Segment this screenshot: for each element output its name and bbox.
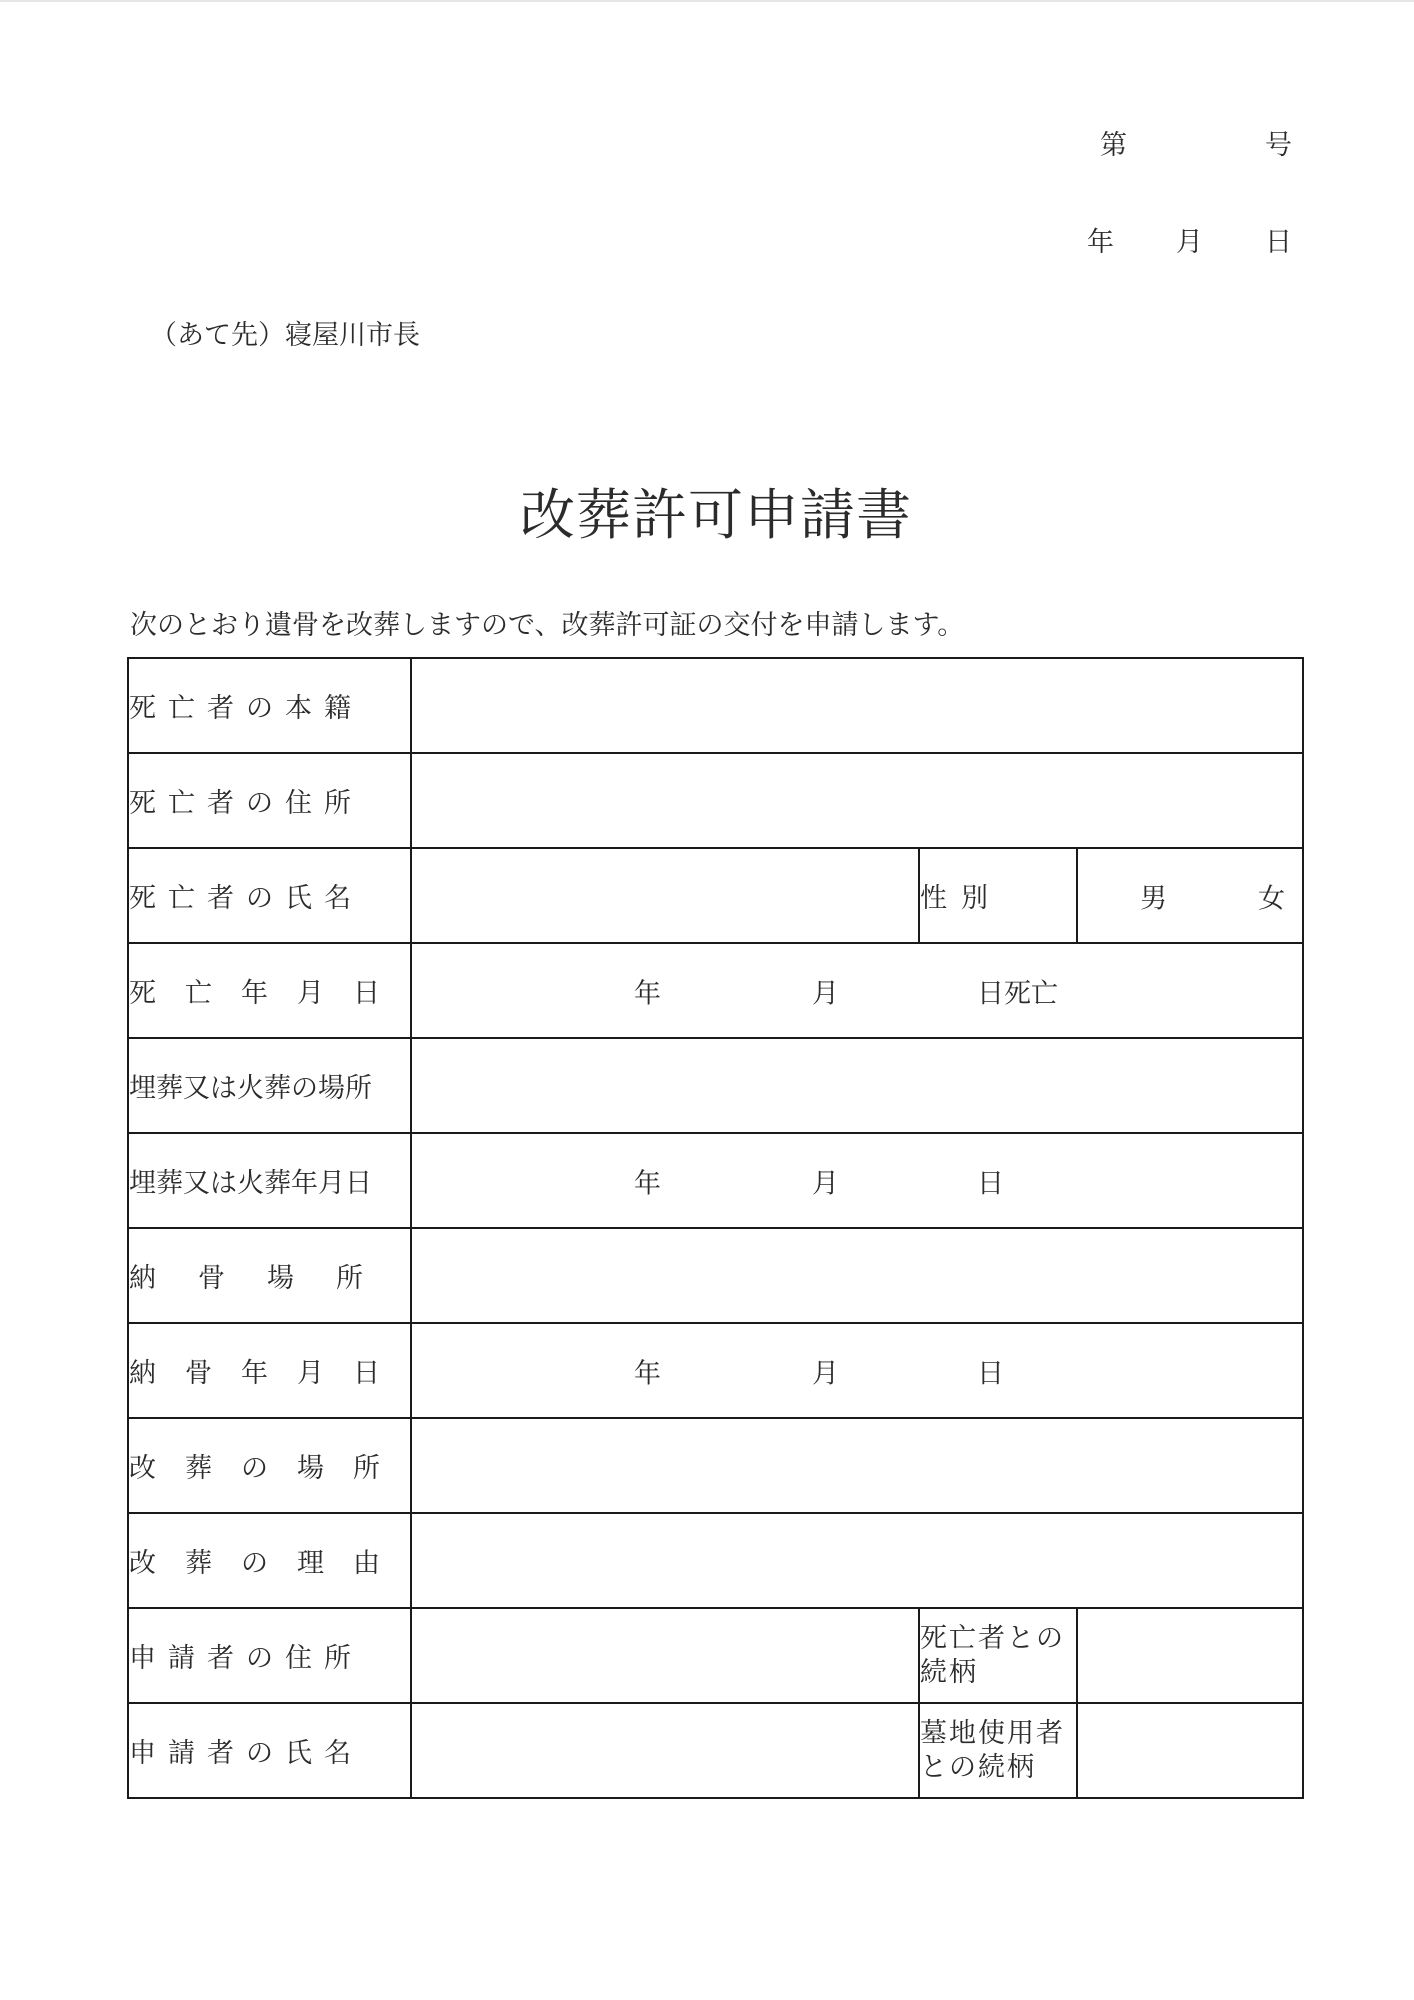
- field-nokotsu-date[interactable]: [411, 1323, 1303, 1418]
- header-day: 日: [1265, 227, 1292, 258]
- label-applicant-name: 申請者の氏名: [128, 1703, 411, 1798]
- number-suffix: 号: [1265, 130, 1292, 161]
- row-nokotsu-date: [128, 1323, 1303, 1418]
- shibou-day-unit: 日死亡: [977, 978, 1058, 1009]
- label-jusho: 死亡者の住所: [128, 753, 411, 848]
- label-nokotsu-date: 納骨年月日: [128, 1323, 411, 1418]
- row-applicant-name: [128, 1703, 1303, 1798]
- maiso-year-unit: 年: [634, 1168, 661, 1199]
- option-male[interactable]: 男: [1140, 883, 1167, 914]
- nokotsu-month-unit: 月: [812, 1358, 839, 1389]
- label-applicant-address: 申請者の住所: [128, 1608, 411, 1703]
- nokotsu-day-unit: 日: [977, 1358, 1004, 1389]
- row-maiso-date: [128, 1133, 1303, 1228]
- row-nokotsu-place: [128, 1228, 1303, 1323]
- label-relation-grave-owner: 墓地使用者との続柄: [919, 1703, 1077, 1798]
- page-title: 改葬許可申請書: [520, 483, 913, 547]
- header-year: 年: [1087, 227, 1114, 258]
- row-maiso-place: [128, 1038, 1303, 1133]
- label-kaiso-reason: 改葬の理由: [128, 1513, 411, 1608]
- field-seibetsu[interactable]: [1077, 848, 1303, 943]
- header-month: 月: [1176, 227, 1203, 258]
- maiso-month-unit: 月: [812, 1168, 839, 1199]
- label-honseki: 死亡者の本籍: [128, 658, 411, 753]
- field-maiso-place[interactable]: [411, 1038, 1303, 1133]
- field-honseki[interactable]: [411, 658, 1303, 753]
- addressee: （あて先）寝屋川市長: [150, 320, 420, 351]
- row-kaiso-reason: [128, 1513, 1303, 1608]
- page-top-edge: [0, 0, 1414, 2]
- label-nokotsu-place: 納骨場所: [128, 1228, 411, 1323]
- nokotsu-year-unit: 年: [634, 1358, 661, 1389]
- field-kaiso-place[interactable]: [411, 1418, 1303, 1513]
- shibou-year-unit: 年: [634, 978, 661, 1009]
- field-maiso-date[interactable]: [411, 1133, 1303, 1228]
- label-shimei: 死亡者の氏名: [128, 848, 411, 943]
- field-applicant-name[interactable]: [411, 1703, 919, 1798]
- row-honseki: [128, 658, 1303, 753]
- field-applicant-address[interactable]: [411, 1608, 919, 1703]
- row-shibou-date: [128, 943, 1303, 1038]
- maiso-day-unit: 日: [977, 1168, 1004, 1199]
- label-maiso-date: 埋葬又は火葬年月日: [128, 1133, 411, 1228]
- label-maiso-place: 埋葬又は火葬の場所: [128, 1038, 411, 1133]
- label-relation-deceased: 死亡者との続柄: [919, 1608, 1077, 1703]
- row-applicant-address: [128, 1608, 1303, 1703]
- row-shimei: [128, 848, 1303, 943]
- application-form-table: [127, 657, 1304, 1799]
- option-female[interactable]: 女: [1258, 883, 1285, 914]
- row-kaiso-place: [128, 1418, 1303, 1513]
- intro-text: 次のとおり遺骨を改葬しますので、改葬許可証の交付を申請します。: [130, 610, 965, 641]
- field-shibou-date[interactable]: [411, 943, 1303, 1038]
- field-jusho[interactable]: [411, 753, 1303, 848]
- shibou-month-unit: 月: [812, 978, 839, 1009]
- row-jusho: [128, 753, 1303, 848]
- label-seibetsu: 性別: [919, 848, 1077, 943]
- field-nokotsu-place[interactable]: [411, 1228, 1303, 1323]
- label-kaiso-place: 改葬の場所: [128, 1418, 411, 1513]
- field-relation-deceased[interactable]: [1077, 1608, 1303, 1703]
- number-prefix: 第: [1100, 130, 1127, 161]
- field-relation-grave-owner[interactable]: [1077, 1703, 1303, 1798]
- field-shimei[interactable]: [411, 848, 919, 943]
- field-kaiso-reason[interactable]: [411, 1513, 1303, 1608]
- label-shibou-date: 死亡年月日: [128, 943, 411, 1038]
